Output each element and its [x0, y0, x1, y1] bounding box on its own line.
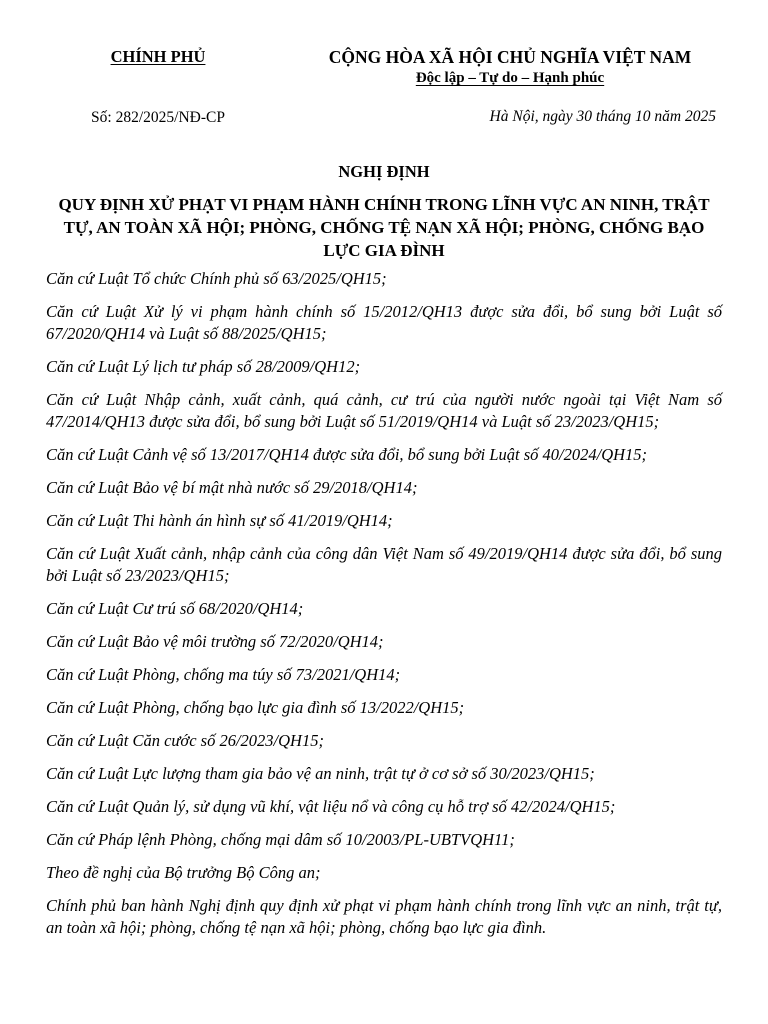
nation-name: CỘNG HÒA XÃ HỘI CHỦ NGHĨA VIỆT NAM	[328, 47, 692, 67]
issuer-name: CHÍNH PHỦ	[110, 47, 206, 66]
preamble-paragraph: Căn cứ Luật Tổ chức Chính phủ số 63/2025/QH15;	[46, 269, 387, 288]
preamble-paragraph: Căn cứ Luật Nhập cảnh, xuất cảnh, quá cảnh, cư trú của người nước ngoài tại Việt Nam số 47/2014/QH13 được sửa đổi, bổ sung bởi Luật số 51/2019/QH14 và Luật số 23/2023/QH15;	[46, 390, 722, 431]
preamble-paragraph: Căn cứ Luật Phòng, chống ma túy số 73/2021/QH14;	[46, 665, 401, 684]
document-number: Số: 282/2025/NĐ-CP	[91, 109, 225, 126]
preamble-paragraph: Căn cứ Luật Quản lý, sử dụng vũ khí, vật liệu nổ và công cụ hỗ trợ số 42/2024/QH15;	[46, 797, 616, 816]
national-motto: Độc lập – Tự do – Hạnh phúc	[415, 70, 605, 86]
issuer-block	[60, 47, 256, 67]
preamble-paragraph: Căn cứ Luật Lực lượng tham gia bảo vệ an ninh, trật tự ở cơ sở số 30/2023/QH15;	[46, 764, 595, 783]
preamble-paragraph: Chính phủ ban hành Nghị định quy định xử phạt vi phạm hành chính trong lĩnh vực an ninh, trật tự, an toàn xã hội; phòng, chống tệ nạn xã hội; phòng, chống bạo lực gia đình.	[46, 896, 722, 937]
preamble-paragraph: Căn cứ Luật Xuất cảnh, nhập cảnh của công dân Việt Nam số 49/2019/QH14 được sửa đổi, bổ sung bởi Luật số 23/2023/QH15;	[46, 544, 722, 585]
document-date: Hà Nội, ngày 30 tháng 10 năm 2025	[489, 108, 716, 125]
preamble-paragraph: Theo đề nghị của Bộ trưởng Bộ Công an;	[46, 863, 321, 882]
preamble-paragraph: Căn cứ Luật Cư trú số 68/2020/QH14;	[46, 599, 304, 618]
preamble-paragraph: Căn cứ Luật Thi hành án hình sự số 41/2019/QH14;	[46, 511, 393, 530]
preamble-paragraph: Căn cứ Luật Xử lý vi phạm hành chính số 15/2012/QH13 được sửa đổi, bổ sung bởi Luật số 67/2020/QH14 và Luật số 88/2025/QH15;	[46, 302, 722, 343]
preamble-paragraph: Căn cứ Luật Căn cước số 26/2023/QH15;	[46, 731, 324, 750]
document-title: QUY ĐỊNH XỬ PHẠT VI PHẠM HÀNH CHÍNH TRONG LĨNH VỰC AN NINH, TRẬT TỰ, AN TOÀN XÃ HỘI; PHÒNG, CHỐNG TỆ NẠN XÃ HỘI; PHÒNG, CHỐNG BẠO LỰC GIA ĐÌNH	[58, 195, 710, 260]
preamble-paragraph: Căn cứ Luật Lý lịch tư pháp số 28/2009/QH12;	[46, 357, 361, 376]
preamble	[46, 268, 722, 950]
preamble-paragraph: Căn cứ Luật Cảnh vệ số 13/2017/QH14 được sửa đổi, bổ sung bởi Luật số 40/2024/QH15;	[46, 445, 648, 464]
preamble-paragraph: Căn cứ Pháp lệnh Phòng, chống mại dâm số 10/2003/PL-UBTVQH11;	[46, 830, 515, 849]
preamble-paragraph: Căn cứ Luật Bảo vệ bí mật nhà nước số 29/2018/QH14;	[46, 478, 418, 497]
motto-line	[310, 68, 710, 88]
national-header	[310, 46, 710, 88]
preamble-paragraph: Căn cứ Luật Bảo vệ môi trường số 72/2020/QH14;	[46, 632, 384, 651]
preamble-paragraph: Căn cứ Luật Phòng, chống bạo lực gia đình số 13/2022/QH15;	[46, 698, 465, 717]
document-type: NGHỊ ĐỊNH	[338, 162, 430, 181]
